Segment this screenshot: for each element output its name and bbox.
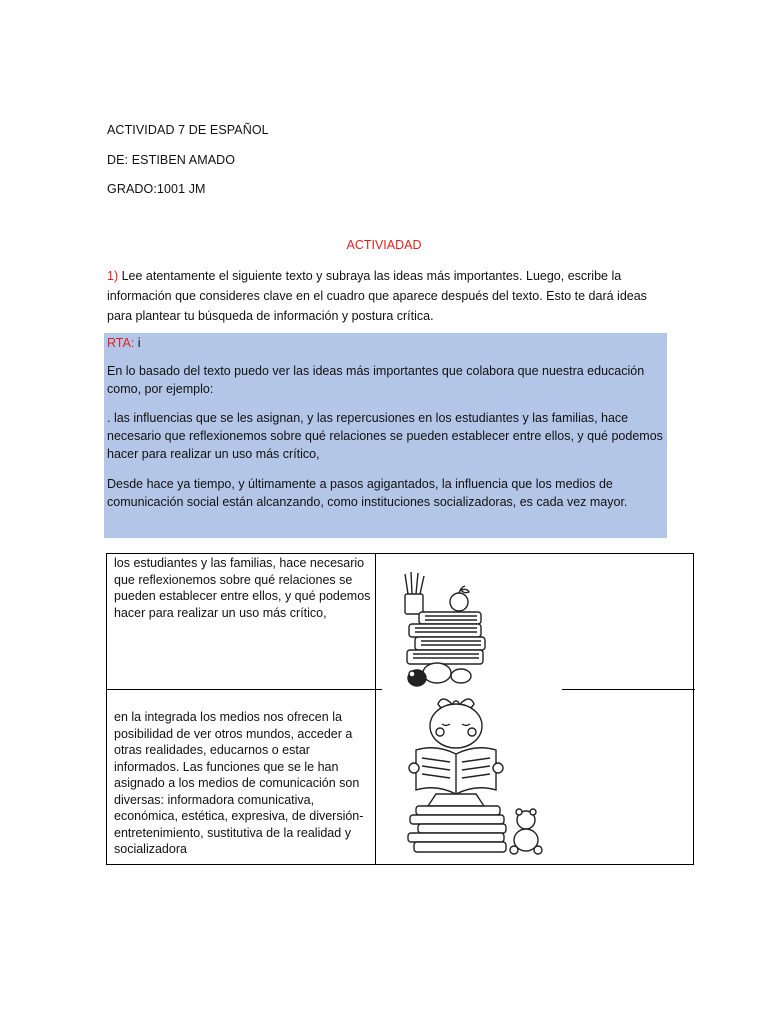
answer-paragraph-1: En lo basado del texto puedo ver las ideas más importantes que colabora que nuestra educación como, por ejemplo:	[107, 364, 645, 396]
instructions-paragraph	[107, 266, 667, 326]
author-line: DE: ESTIBEN AMADO	[107, 153, 236, 167]
girl-reading-clipart	[402, 692, 547, 860]
table-cell-row2-text: en la integrada los medios nos ofrecen la posibilidad de ver otros mundos, acceder a otras realidades, educarnos o estar informados. Las funciones que se le han asignado a los medios de comunicación son diversas: informadora comunicativa, económica, estética, expresiva, de diversión-entretenimiento, sustitutiva de la realidad y socializadora	[114, 710, 364, 856]
summary-table	[106, 553, 694, 865]
answer-paragraph-3: Desde hace ya tiempo, y últimamente a pasos agigantados, la influencia que los medios de comunicación social están alcanzando, como instituciones socializadoras, es cada vez mayor.	[107, 477, 628, 509]
table-cell-row1-text: los estudiantes y las familias, hace necesario que reflexionemos sobre qué relaciones se pueden establecer entre ellos, y qué podemos hacer para realizar un uso más crítico,	[114, 556, 371, 620]
books-apple-clipart	[397, 566, 497, 691]
answer-box	[104, 333, 667, 538]
instructions-text: Lee atentamente el siguiente texto y subraya las ideas más importantes. Luego, escribe la información que consideres clave en el cuadro que aparece después del texto. Esto te dará ideas para plantear tu búsqueda de información y postura crítica.	[107, 269, 647, 323]
activity-title: ACTIVIDAD 7 DE ESPAÑOL	[107, 123, 269, 137]
answer-label-line	[107, 334, 141, 352]
table-row-divider-right	[562, 689, 695, 690]
answer-label-suffix: i	[134, 336, 141, 350]
grade-line: GRADO:1001 JM	[107, 182, 206, 196]
section-title: ACTIVIADAD	[346, 238, 422, 252]
table-row-divider-left	[107, 689, 382, 690]
question-number: 1)	[107, 269, 119, 283]
answer-paragraph-2: . las influencias que se les asignan, y las repercusiones en los estudiantes y las familias, hace necesario que reflexionemos sobre qué relaciones se pueden establecer entre ellos, y qué podemos hacer para realizar un uso más crítico,	[107, 411, 663, 461]
answer-label: RTA:	[107, 336, 135, 350]
